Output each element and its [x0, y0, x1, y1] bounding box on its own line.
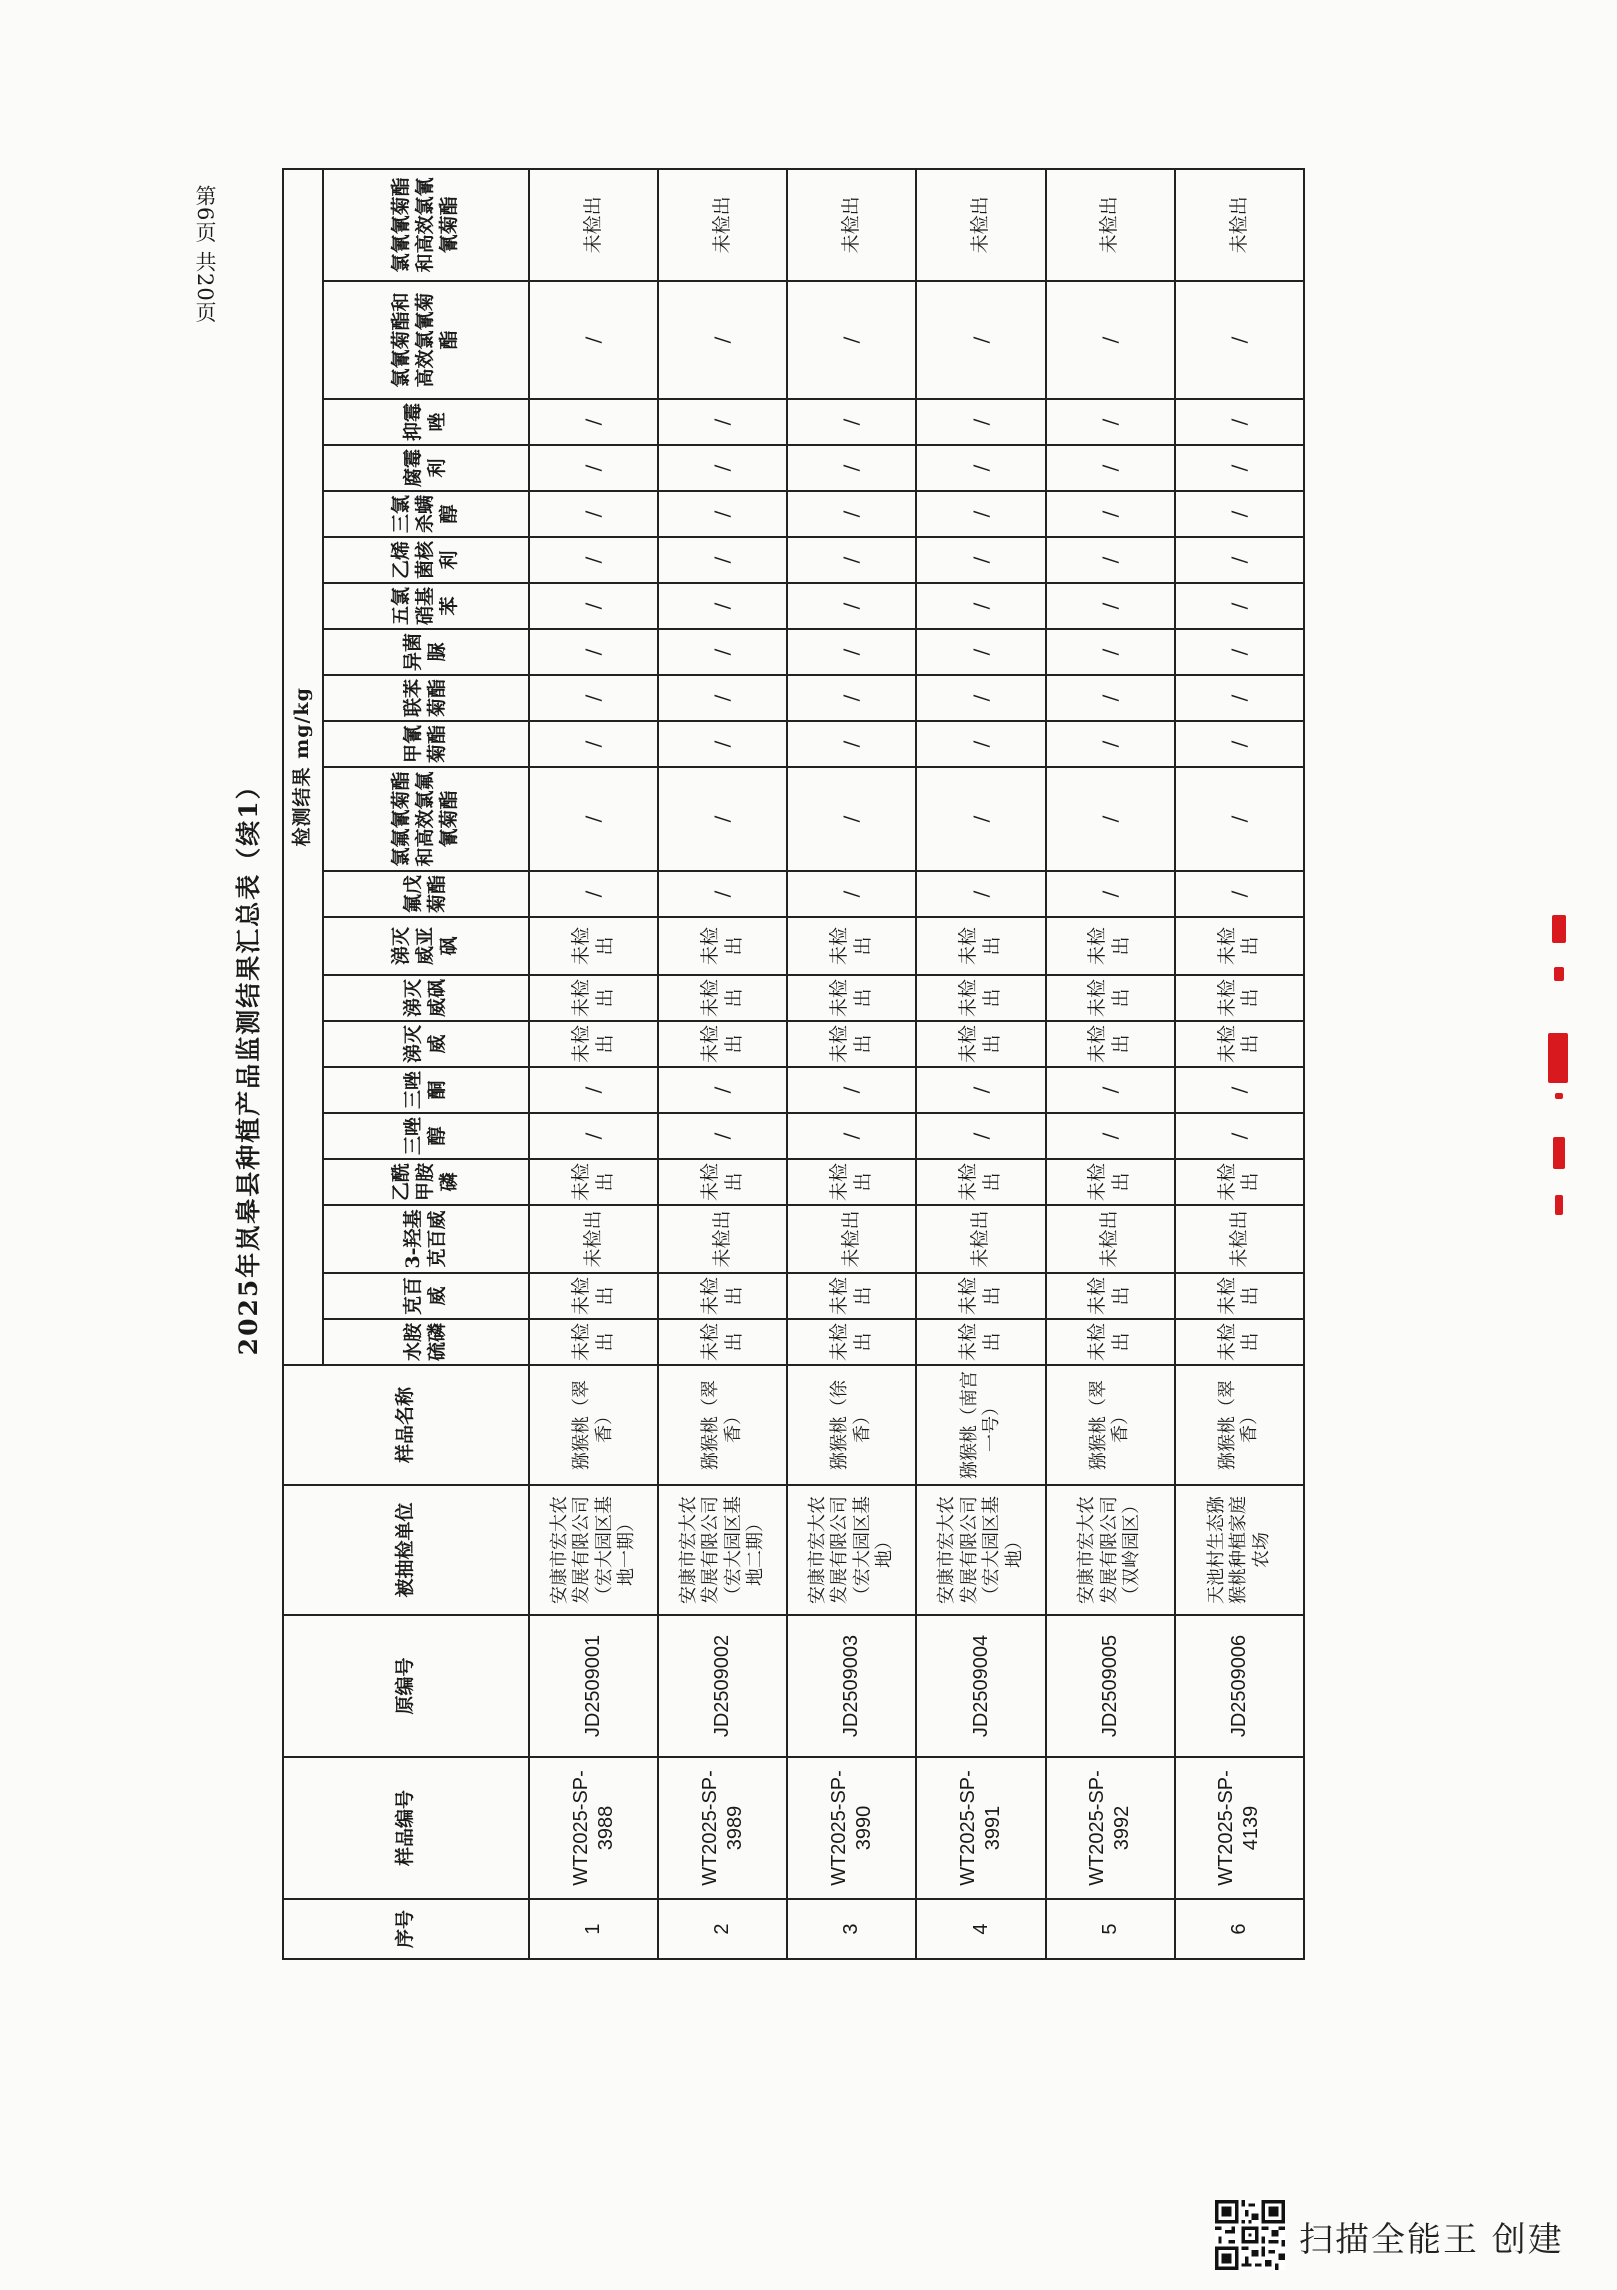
- cell-result: 未检出: [1046, 917, 1175, 975]
- red-stamp-edge: [1548, 915, 1570, 1215]
- cell-result: /: [1175, 281, 1304, 399]
- cell-result: /: [1175, 445, 1304, 491]
- header-analyte: 氯氰菊酯和高效氯氰菊酯: [323, 281, 529, 399]
- cell-unit: 安康市宏大农发展有限公司（双岭园区）: [1046, 1485, 1175, 1615]
- cell-result: 未检出: [916, 1273, 1045, 1319]
- cell-name: 猕猴桃（徐香）: [787, 1365, 916, 1485]
- table-row: [529, 169, 658, 1959]
- cell-result: 未检出: [529, 1205, 658, 1273]
- header-sample-id: 样品编号: [283, 1757, 529, 1899]
- cell-result: 未检出: [1175, 917, 1304, 975]
- cell-result: /: [916, 445, 1045, 491]
- cell-orig-id: JD2509004: [916, 1615, 1045, 1757]
- cell-result: /: [529, 767, 658, 871]
- cell-result: 未检出: [916, 1021, 1045, 1067]
- header-analyte: 水胺硫磷: [323, 1319, 529, 1365]
- cell-result: 未检出: [916, 1319, 1045, 1365]
- cell-result: /: [1175, 491, 1304, 537]
- cell-result: 未检出: [1046, 1021, 1175, 1067]
- cell-result: /: [787, 583, 916, 629]
- cell-result: /: [658, 399, 787, 445]
- header-seq: 序号: [283, 1899, 529, 1959]
- cell-result: 未检出: [787, 1319, 916, 1365]
- header-analyte: 克百威: [323, 1273, 529, 1319]
- cell-unit: 安康市宏大农发展有限公司（宏大园区基地）: [787, 1485, 916, 1615]
- header-analyte: 涕灭威砜: [323, 975, 529, 1021]
- cell-result: /: [529, 871, 658, 917]
- cell-result: /: [658, 675, 787, 721]
- cell-result: /: [787, 1113, 916, 1159]
- header-result-group: 检测结果 mg/kg: [283, 169, 323, 1365]
- cell-result: 未检出: [1175, 1205, 1304, 1273]
- cell-sample-id: WT2025-SP-3988: [529, 1757, 658, 1899]
- cell-result: 未检出: [658, 1205, 787, 1273]
- cell-result: 未检出: [658, 169, 787, 281]
- cell-name: 猕猴桃（翠香）: [1046, 1365, 1175, 1485]
- cell-result: 未检出: [787, 975, 916, 1021]
- cell-result: /: [916, 675, 1045, 721]
- cell-orig-id: JD2509005: [1046, 1615, 1175, 1757]
- cell-result: 未检出: [1046, 169, 1175, 281]
- results-table: [215, 168, 1305, 1960]
- cell-result: /: [916, 767, 1045, 871]
- header-analyte: 乙酰甲胺磷: [323, 1159, 529, 1205]
- table-body: [529, 169, 1304, 1959]
- cell-result: /: [1046, 445, 1175, 491]
- cell-result: 未检出: [658, 1159, 787, 1205]
- cell-result: /: [529, 721, 658, 767]
- header-analyte: 涕灭威亚砜: [323, 917, 529, 975]
- cell-result: /: [1175, 767, 1304, 871]
- cell-result: /: [787, 445, 916, 491]
- cell-seq: 5: [1046, 1899, 1175, 1959]
- cell-result: /: [658, 721, 787, 767]
- cell-result: 未检出: [658, 1319, 787, 1365]
- cell-result: /: [787, 767, 916, 871]
- cell-seq: 1: [529, 1899, 658, 1959]
- cell-result: 未检出: [529, 1159, 658, 1205]
- header-analyte: 氯氟氰菊酯和高效氯氟氰菊酯: [323, 767, 529, 871]
- cell-result: /: [1175, 675, 1304, 721]
- cell-result: 未检出: [1046, 975, 1175, 1021]
- cell-result: 未检出: [916, 1205, 1045, 1273]
- cell-seq: 4: [916, 1899, 1045, 1959]
- cell-result: /: [1046, 721, 1175, 767]
- cell-name: 猕猴桃（翠香）: [529, 1365, 658, 1485]
- cell-seq: 2: [658, 1899, 787, 1959]
- page-number: 第6页 共20页: [193, 185, 217, 324]
- cell-result: /: [787, 721, 916, 767]
- header-unit: 被抽检单位: [283, 1485, 529, 1615]
- cell-result: /: [916, 629, 1045, 675]
- cell-unit: 安康市宏大农发展有限公司（宏大园区基地一期）: [529, 1485, 658, 1615]
- cell-result: 未检出: [787, 1021, 916, 1067]
- title-row: [215, 169, 283, 1959]
- cell-result: /: [529, 583, 658, 629]
- header-analyte: 乙烯菌核利: [323, 537, 529, 583]
- cell-result: 未检出: [529, 1273, 658, 1319]
- cell-result: /: [787, 675, 916, 721]
- cell-result: 未检出: [658, 1273, 787, 1319]
- cell-result: /: [916, 281, 1045, 399]
- cell-sample-id: WT2025-SP-3990: [787, 1757, 916, 1899]
- cell-result: /: [1046, 281, 1175, 399]
- cell-result: /: [1046, 491, 1175, 537]
- cell-result: /: [787, 629, 916, 675]
- header-analyte: 三唑醇: [323, 1113, 529, 1159]
- header-analyte: 3-羟基克百威: [323, 1205, 529, 1273]
- cell-result: /: [787, 1067, 916, 1113]
- cell-orig-id: JD2509001: [529, 1615, 658, 1757]
- cell-result: 未检出: [1175, 1021, 1304, 1067]
- cell-result: /: [1046, 1067, 1175, 1113]
- cell-result: 未检出: [658, 1021, 787, 1067]
- cell-result: 未检出: [1175, 1159, 1304, 1205]
- header-analyte: 联苯菊酯: [323, 675, 529, 721]
- cell-result: /: [916, 1113, 1045, 1159]
- cell-result: /: [1175, 721, 1304, 767]
- cell-result: /: [1175, 871, 1304, 917]
- header-orig-id: 原编号: [283, 1615, 529, 1757]
- cell-result: 未检出: [916, 1159, 1045, 1205]
- cell-result: 未检出: [1175, 1319, 1304, 1365]
- cell-result: /: [916, 721, 1045, 767]
- cell-result: /: [787, 537, 916, 583]
- cell-result: /: [1046, 767, 1175, 871]
- cell-result: /: [529, 445, 658, 491]
- cell-result: 未检出: [1175, 169, 1304, 281]
- cell-unit: 天池村生态猕猴桃种植家庭农场: [1175, 1485, 1304, 1615]
- header-analyte: 氟戊菊酯: [323, 871, 529, 917]
- cell-result: 未检出: [1046, 1319, 1175, 1365]
- header-analyte: 氯氰氰菊酯和高效氯氰氰菊酯: [323, 169, 529, 281]
- header-name: 样品名称: [283, 1365, 529, 1485]
- table-row: [787, 169, 916, 1959]
- cell-result: /: [787, 399, 916, 445]
- cell-result: /: [658, 1067, 787, 1113]
- cell-result: /: [529, 281, 658, 399]
- watermark-text: 扫描全能王 创建: [1299, 2220, 1564, 2260]
- cell-result: 未检出: [1175, 1273, 1304, 1319]
- cell-result: /: [787, 871, 916, 917]
- cell-result: /: [1175, 1113, 1304, 1159]
- header-analyte: 抑霉唑: [323, 399, 529, 445]
- cell-result: /: [529, 399, 658, 445]
- cell-sample-id: WT2025-SP-3991: [916, 1757, 1045, 1899]
- cell-name: 猕猴桃（南宫一号）: [916, 1365, 1045, 1485]
- cell-result: /: [529, 491, 658, 537]
- cell-result: /: [658, 629, 787, 675]
- cell-name: 猕猴桃（翠香）: [1175, 1365, 1304, 1485]
- cell-result: /: [1046, 583, 1175, 629]
- table-title: 2025年岚皋县种植产品监测结果汇总表（续1）: [215, 169, 283, 1959]
- qr-code-icon: [1215, 2200, 1285, 2270]
- cell-unit: 安康市宏大农发展有限公司（宏大园区基地）: [916, 1485, 1045, 1615]
- cell-result: /: [787, 281, 916, 399]
- cell-result: /: [787, 491, 916, 537]
- cell-result: /: [529, 675, 658, 721]
- cell-sample-id: WT2025-SP-4139: [1175, 1757, 1304, 1899]
- cell-name: 猕猴桃（翠香）: [658, 1365, 787, 1485]
- header-analyte: 涕灭威: [323, 1021, 529, 1067]
- header-row-1: [283, 169, 323, 1959]
- cell-result: /: [916, 871, 1045, 917]
- cell-result: 未检出: [1175, 975, 1304, 1021]
- cell-result: /: [1046, 629, 1175, 675]
- cell-result: /: [1046, 399, 1175, 445]
- cell-result: /: [658, 281, 787, 399]
- cell-result: 未检出: [529, 975, 658, 1021]
- cell-result: 未检出: [916, 975, 1045, 1021]
- cell-result: 未检出: [787, 169, 916, 281]
- cell-unit: 安康市宏大农发展有限公司（宏大园区基地二期）: [658, 1485, 787, 1615]
- cell-seq: 6: [1175, 1899, 1304, 1959]
- cell-result: /: [1046, 537, 1175, 583]
- scanner-watermark: [1215, 2200, 1595, 2270]
- cell-result: /: [1046, 1113, 1175, 1159]
- table-row: [658, 169, 787, 1959]
- cell-result: 未检出: [787, 1159, 916, 1205]
- cell-result: /: [658, 583, 787, 629]
- cell-orig-id: JD2509006: [1175, 1615, 1304, 1757]
- cell-result: /: [529, 1067, 658, 1113]
- cell-result: 未检出: [787, 1205, 916, 1273]
- cell-result: 未检出: [658, 917, 787, 975]
- cell-orig-id: JD2509002: [658, 1615, 787, 1757]
- cell-result: 未检出: [916, 917, 1045, 975]
- table-row: [916, 169, 1045, 1959]
- cell-result: /: [529, 629, 658, 675]
- cell-result: 未检出: [529, 917, 658, 975]
- table-row: [1175, 169, 1304, 1959]
- cell-result: /: [1175, 399, 1304, 445]
- table-row: [1046, 169, 1175, 1959]
- cell-result: /: [658, 871, 787, 917]
- cell-result: 未检出: [529, 1021, 658, 1067]
- cell-result: /: [916, 1067, 1045, 1113]
- cell-sample-id: WT2025-SP-3989: [658, 1757, 787, 1899]
- cell-result: /: [916, 583, 1045, 629]
- header-analyte: 三唑酮: [323, 1067, 529, 1113]
- cell-result: /: [1175, 583, 1304, 629]
- cell-result: /: [529, 537, 658, 583]
- cell-result: 未检出: [658, 975, 787, 1021]
- header-analyte: 五氯硝基苯: [323, 583, 529, 629]
- cell-result: 未检出: [1046, 1159, 1175, 1205]
- cell-result: /: [1175, 629, 1304, 675]
- cell-result: /: [529, 1113, 658, 1159]
- cell-result: 未检出: [787, 917, 916, 975]
- cell-result: /: [658, 445, 787, 491]
- cell-result: /: [1175, 537, 1304, 583]
- cell-result: 未检出: [787, 1273, 916, 1319]
- cell-result: 未检出: [529, 169, 658, 281]
- cell-result: /: [658, 491, 787, 537]
- cell-result: /: [658, 537, 787, 583]
- cell-result: /: [916, 491, 1045, 537]
- header-analyte: 腐霉利: [323, 445, 529, 491]
- rotated-report-container: [215, 177, 1305, 1960]
- cell-sample-id: WT2025-SP-3992: [1046, 1757, 1175, 1899]
- cell-result: /: [916, 399, 1045, 445]
- cell-seq: 3: [787, 1899, 916, 1959]
- cell-result: /: [658, 767, 787, 871]
- header-analyte: 异菌脲: [323, 629, 529, 675]
- cell-result: 未检出: [1046, 1205, 1175, 1273]
- header-analyte: 甲氰菊酯: [323, 721, 529, 767]
- cell-result: /: [916, 537, 1045, 583]
- cell-result: 未检出: [529, 1319, 658, 1365]
- cell-result: 未检出: [1046, 1273, 1175, 1319]
- cell-result: /: [1046, 871, 1175, 917]
- cell-result: /: [1046, 675, 1175, 721]
- header-analyte: 三氯杀螨醇: [323, 491, 529, 537]
- cell-orig-id: JD2509003: [787, 1615, 916, 1757]
- cell-result: 未检出: [916, 169, 1045, 281]
- cell-result: /: [1175, 1067, 1304, 1113]
- cell-result: /: [658, 1113, 787, 1159]
